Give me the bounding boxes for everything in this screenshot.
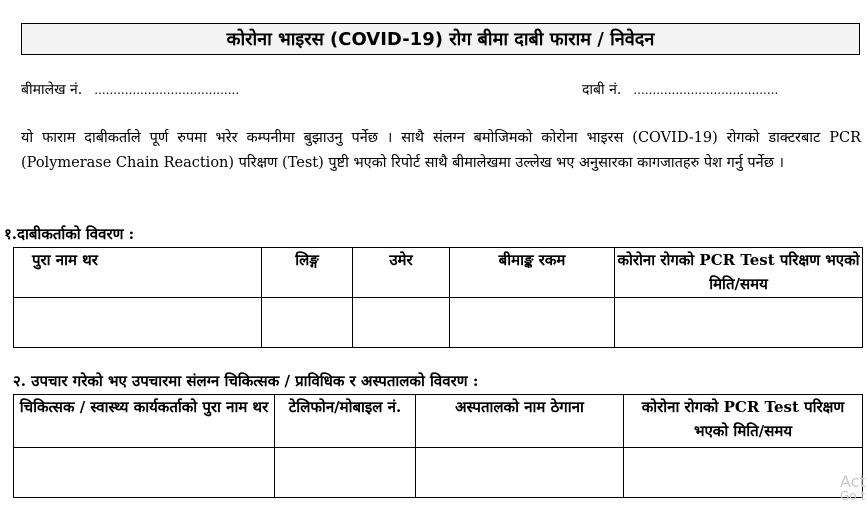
instructions-paragraph: यो फाराम दाबीकर्ताले पूर्ण रुपमा भरेर कम्पनीमा बुझाउनु पर्नेछ । साथै संलग्न बमोजिमको कोरोना भाइरस (COVID-19) रोगको डाक्टरबाट PCR (Polymerase Chain Reaction) परिक्षण (Test) पुष्टी भएको रिपोर्ट साथै बीमालेखमा उल्लेख भए अनुसारका कागजातहरु पेश गर्नु पर्नेछ । [21, 130, 861, 171]
cell-phone-mobile[interactable] [275, 448, 416, 498]
col-full-name: पुरा नाम थर [14, 248, 262, 298]
cell-pcr-test-date[interactable] [615, 298, 863, 348]
claim-number-label: दाबी नं. [582, 82, 622, 98]
col-age: उमेर [353, 248, 450, 298]
table-header-row [14, 395, 863, 448]
watermark-line2: Go t [840, 489, 866, 503]
col-doctor-name: चिकित्सक / स्वास्थ्य कार्यकर्ताको पुरा नाम थर [14, 395, 275, 448]
section1-heading: १.दाबीकर्ताको विवरण : [4, 225, 135, 243]
policy-number-field [21, 80, 239, 99]
col-pcr-test-date: कोरोना रोगको PCR Test परिक्षण भएको मिति/समय [615, 248, 863, 298]
col-sum-insured: बीमाङ्क रकम [450, 248, 615, 298]
claimant-details-table [13, 247, 863, 348]
form-title-text: कोरोना भाइरस (COVID-19) रोग बीमा दाबी फाराम / निवेदन [226, 29, 655, 50]
policy-number-label: बीमालेख नं. [21, 82, 83, 98]
watermark-line1: Act [840, 472, 866, 491]
col-phone-mobile: टेलिफोन/मोबाइल नं. [275, 395, 416, 448]
col-pcr-test-date: कोरोना रोगको PCR Test परिक्षण भएको मिति/समय [624, 395, 863, 448]
claim-number-blank[interactable]: ...................................... [633, 83, 779, 97]
policy-number-blank[interactable]: ...................................... [94, 83, 240, 97]
cell-sum-insured[interactable] [450, 298, 615, 348]
col-gender: लिङ्ग [262, 248, 353, 298]
activation-watermark [840, 472, 866, 503]
table-header-row [14, 248, 863, 298]
cell-pcr-test-date[interactable] [624, 448, 863, 498]
section2-heading: २. उपचार गरेको भए उपचारमा संलग्न चिकित्सक / प्राविधिक र अस्पतालको विवरण : [13, 372, 479, 390]
form-title [21, 23, 860, 55]
treatment-details-table [13, 394, 863, 498]
claim-number-field [582, 80, 778, 99]
table-row [14, 448, 863, 498]
col-hospital-address: अस्पतालको नाम ठेगाना [416, 395, 624, 448]
cell-doctor-name[interactable] [14, 448, 275, 498]
cell-full-name[interactable] [14, 298, 262, 348]
cell-gender[interactable] [262, 298, 353, 348]
table-row [14, 298, 863, 348]
cell-hospital-address[interactable] [416, 448, 624, 498]
cell-age[interactable] [353, 298, 450, 348]
